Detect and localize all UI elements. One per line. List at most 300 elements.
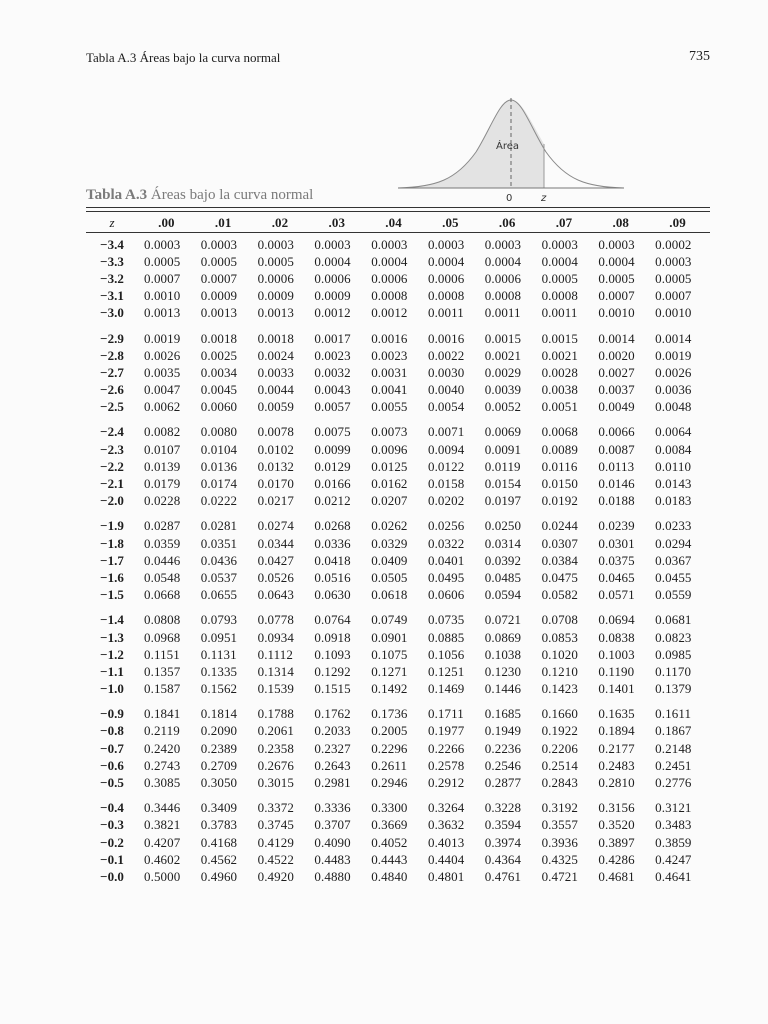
- z-value: −0.0: [100, 868, 124, 884]
- table-cell: 0.0036: [655, 382, 692, 398]
- table-cell: 0.2451: [655, 757, 692, 773]
- table-cell: 0.4090: [314, 834, 351, 850]
- table-cell: 0.0041: [371, 382, 408, 398]
- table-cell: 0.0179: [144, 476, 181, 492]
- table-cell: 0.0119: [484, 458, 521, 474]
- table-cell: 0.0007: [200, 270, 238, 286]
- table-cell: 0.2148: [655, 740, 692, 756]
- table-cell: 0.0018: [200, 330, 238, 346]
- table-cell: 0.0023: [314, 347, 351, 363]
- table-cell: 0.2327: [314, 740, 351, 756]
- table-cell: 0.0033: [257, 364, 294, 380]
- table-cell: 0.0005: [541, 270, 578, 286]
- z-value: −2.1: [100, 476, 124, 492]
- table-cell: 0.0004: [598, 253, 635, 269]
- table-cell: 0.0013: [257, 305, 294, 321]
- table-cell: 0.0007: [655, 288, 692, 304]
- table-cell: 0.0526: [257, 569, 294, 585]
- table-cell: 0.1038: [484, 646, 522, 662]
- table-cell: 0.3669: [371, 817, 408, 833]
- table-row: [86, 518, 710, 535]
- table-cell: 0.0003: [427, 236, 465, 252]
- table-cell: 0.0016: [371, 330, 408, 346]
- table-row: [86, 288, 710, 305]
- table-cell: 0.0045: [200, 382, 238, 398]
- table-cell: 0.1423: [541, 681, 578, 697]
- table-cell: 0.2061: [257, 723, 294, 739]
- page-number: 735: [689, 49, 710, 64]
- column-header: .08: [612, 215, 630, 230]
- table-cell: 0.0043: [314, 382, 351, 398]
- table-cell: 0.1922: [541, 723, 578, 739]
- table-cell: 0.0020: [598, 347, 635, 363]
- table-cell: 0.0069: [484, 424, 522, 440]
- z-value: −1.8: [100, 535, 124, 551]
- table-row: [86, 723, 710, 740]
- z-value: −2.0: [100, 493, 124, 509]
- table-cell: 0.0048: [655, 399, 692, 415]
- table-cell: 0.0062: [144, 399, 181, 415]
- row-group: [86, 800, 710, 886]
- table-cell: 0.0014: [655, 330, 692, 346]
- table-cell: 0.3156: [598, 800, 635, 816]
- table-row: [86, 458, 710, 475]
- table-cell: 0.0051: [541, 399, 578, 415]
- table-cell: 0.2236: [484, 740, 522, 756]
- table-cell: 0.0735: [427, 612, 465, 628]
- table-cell: 0.2877: [484, 775, 522, 791]
- column-header: .09: [669, 215, 686, 230]
- table-cell: 0.1660: [541, 706, 578, 722]
- table-cell: 0.4880: [314, 868, 351, 884]
- table-cell: 0.0838: [598, 629, 635, 645]
- table-cell: 0.0054: [427, 399, 465, 415]
- table-cell: 0.1335: [200, 663, 238, 679]
- table-cell: 0.0359: [144, 535, 181, 551]
- table-cell: 0.2514: [541, 757, 578, 773]
- table-cell: 0.0006: [427, 270, 465, 286]
- z-value: −1.3: [100, 629, 124, 645]
- table-cell: 0.0035: [144, 364, 181, 380]
- z-value: −2.8: [100, 347, 124, 363]
- table-cell: 0.0023: [371, 347, 408, 363]
- z-value: −1.0: [100, 681, 124, 697]
- table-cell: 0.0021: [541, 347, 578, 363]
- table-cell: 0.0026: [655, 364, 692, 380]
- table-cell: 0.2177: [598, 740, 635, 756]
- table-cell: 0.0059: [257, 399, 294, 415]
- table-cell: 0.1894: [598, 723, 635, 739]
- table-cell: 0.0003: [144, 236, 181, 252]
- table-cell: 0.3446: [144, 800, 181, 816]
- table-cell: 0.4721: [541, 868, 578, 884]
- table-cell: 0.1379: [655, 681, 692, 697]
- table-cell: 0.0256: [427, 518, 465, 534]
- table-cell: 0.0003: [655, 253, 692, 269]
- table-cell: 0.4681: [598, 868, 635, 884]
- table-cell: 0.0113: [598, 458, 635, 474]
- column-header: .05: [442, 215, 459, 230]
- z-value: −0.8: [100, 723, 124, 739]
- table-cell: 0.4920: [257, 868, 294, 884]
- table-cell: 0.0003: [314, 236, 351, 252]
- z-value: −2.6: [100, 382, 124, 398]
- table-cell: 0.0170: [257, 476, 294, 492]
- table-cell: 0.0409: [371, 552, 408, 568]
- row-group: [86, 236, 710, 322]
- z-value: −1.9: [100, 518, 124, 534]
- row-group: [86, 330, 710, 416]
- z-value: −1.6: [100, 569, 124, 585]
- z-value: −1.5: [100, 587, 124, 603]
- z-value: −0.3: [100, 817, 124, 833]
- table-cell: 0.1562: [200, 681, 238, 697]
- table-cell: 0.0104: [200, 441, 238, 457]
- table-cell: 0.1711: [427, 706, 464, 722]
- table-row: [86, 535, 710, 552]
- table-row: [86, 817, 710, 834]
- table-row: [86, 236, 710, 253]
- table-cell: 0.0901: [371, 629, 408, 645]
- z-value: −1.7: [100, 552, 124, 568]
- table-cell: 0.4013: [427, 834, 465, 850]
- table-cell: 0.4207: [144, 834, 181, 850]
- table-header-row: [86, 212, 710, 234]
- table-cell: 0.1314: [257, 663, 294, 679]
- table-row: [86, 330, 710, 347]
- table-cell: 0.0031: [371, 364, 408, 380]
- column-header: .06: [498, 215, 516, 230]
- table-cell: 0.0022: [427, 347, 465, 363]
- table-cell: 0.1611: [655, 706, 692, 722]
- table-cell: 0.0013: [144, 305, 181, 321]
- table-cell: 0.0918: [314, 629, 351, 645]
- table-cell: 0.0436: [200, 552, 238, 568]
- table-cell: 0.0094: [427, 441, 465, 457]
- table-cell: 0.0217: [257, 493, 294, 509]
- table-cell: 0.0078: [257, 424, 294, 440]
- table-cell: 0.2119: [144, 723, 180, 739]
- table-cell: 0.3228: [484, 800, 522, 816]
- table-cell: 0.0951: [200, 629, 238, 645]
- table-cell: 0.0154: [484, 476, 522, 492]
- table-body: [86, 236, 710, 886]
- table-cell: 0.2709: [200, 757, 238, 773]
- table-cell: 0.0008: [427, 288, 465, 304]
- table-cell: 0.0823: [655, 629, 692, 645]
- z-value: −3.3: [100, 253, 124, 269]
- table-cell: 0.4364: [484, 851, 522, 867]
- table-cell: 0.0869: [484, 629, 522, 645]
- table-cell: 0.0244: [541, 518, 578, 534]
- table-cell: 0.0012: [371, 305, 408, 321]
- table-cell: 0.2912: [427, 775, 465, 791]
- table-cell: 0.0017: [314, 330, 351, 346]
- table-row: [86, 382, 710, 399]
- table-cell: 0.0039: [484, 382, 522, 398]
- table-cell: 0.0025: [200, 347, 238, 363]
- table-cell: 0.0268: [314, 518, 351, 534]
- table-cell: 0.1587: [144, 681, 181, 697]
- table-row: [86, 270, 710, 287]
- z-value: −0.7: [100, 740, 124, 756]
- table-cell: 0.0202: [427, 493, 465, 509]
- table-cell: 0.0336: [314, 535, 351, 551]
- table-cell: 0.0174: [200, 476, 238, 492]
- table-cell: 0.5000: [144, 868, 181, 884]
- table-cell: 0.0446: [144, 552, 181, 568]
- table-cell: 0.0582: [541, 587, 578, 603]
- table-cell: 0.1401: [598, 681, 635, 697]
- table-cell: 0.0003: [541, 236, 578, 252]
- table-cell: 0.0107: [144, 441, 181, 457]
- table-cell: 0.0004: [484, 253, 522, 269]
- table-row: [86, 740, 710, 757]
- table-cell: 0.0019: [144, 330, 181, 346]
- table-row: [86, 706, 710, 723]
- table-cell: 0.0032: [314, 364, 351, 380]
- table-cell: 0.0030: [427, 364, 465, 380]
- row-group: [86, 424, 710, 510]
- table-cell: 0.1539: [257, 681, 294, 697]
- table-cell: 0.1685: [484, 706, 522, 722]
- table-cell: 0.0594: [484, 587, 522, 603]
- table-cell: 0.0005: [257, 253, 294, 269]
- table-cell: 0.0003: [371, 236, 408, 252]
- table-cell: 0.0060: [200, 399, 238, 415]
- table-cell: 0.0027: [598, 364, 635, 380]
- table-cell: 0.0329: [371, 535, 408, 551]
- table-cell: 0.0028: [541, 364, 578, 380]
- table-cell: 0.0087: [598, 441, 635, 457]
- table-cell: 0.0026: [144, 347, 181, 363]
- z-column-header: z: [109, 215, 115, 230]
- table-cell: 0.2611: [371, 757, 408, 773]
- normal-table: [86, 212, 710, 886]
- table-cell: 0.2546: [484, 757, 522, 773]
- table-cell: 0.4562: [200, 851, 238, 867]
- row-group: [86, 612, 710, 698]
- table-cell: 0.1736: [371, 706, 408, 722]
- table-cell: 0.0721: [484, 612, 522, 628]
- table-cell: 0.0985: [655, 646, 692, 662]
- table-title-number: Tabla A.3: [86, 187, 148, 203]
- table-cell: 0.3121: [655, 800, 692, 816]
- table-cell: 0.1131: [200, 646, 237, 662]
- table-cell: 0.0495: [427, 569, 465, 585]
- table-cell: 0.3085: [144, 775, 181, 791]
- table-cell: 0.0003: [257, 236, 294, 252]
- table-row: [86, 774, 710, 791]
- running-header: [86, 50, 710, 70]
- table-cell: 0.3050: [200, 775, 238, 791]
- table-cell: 0.0351: [200, 535, 238, 551]
- table-row: [86, 441, 710, 458]
- table-cell: 0.3632: [427, 817, 465, 833]
- table-cell: 0.1003: [598, 646, 635, 662]
- table-cell: 0.0066: [598, 424, 635, 440]
- table-cell: 0.0003: [484, 236, 522, 252]
- table-cell: 0.0084: [655, 441, 692, 457]
- table-cell: 0.0009: [200, 288, 238, 304]
- table-cell: 0.0096: [371, 441, 408, 457]
- table-cell: 0.0082: [144, 424, 181, 440]
- table-cell: 0.2005: [371, 723, 408, 739]
- z-value: −0.2: [100, 834, 124, 850]
- table-cell: 0.0344: [257, 535, 294, 551]
- table-cell: 0.0606: [427, 587, 465, 603]
- table-row: [86, 851, 710, 868]
- table-cell: 0.1190: [598, 663, 635, 679]
- table-cell: 0.1867: [655, 723, 692, 739]
- table-cell: 0.0808: [144, 612, 181, 628]
- table-cell: 0.1056: [427, 646, 465, 662]
- table-row: [86, 800, 710, 817]
- row-group: [86, 518, 710, 604]
- table-cell: 0.0080: [200, 424, 238, 440]
- table-cell: 0.0011: [541, 305, 578, 321]
- table-cell: 0.3015: [257, 775, 294, 791]
- column-header: .00: [158, 215, 175, 230]
- z-value: −1.4: [100, 612, 124, 628]
- table-cell: 0.0281: [200, 518, 238, 534]
- table-cell: 0.0793: [200, 612, 238, 628]
- table-cell: 0.0505: [371, 569, 408, 585]
- table-cell: 0.0008: [541, 288, 578, 304]
- table-cell: 0.3936: [541, 834, 578, 850]
- table-cell: 0.0192: [541, 493, 578, 509]
- z-value: −1.1: [100, 663, 124, 679]
- table-row: [86, 757, 710, 774]
- table-cell: 0.0146: [598, 476, 635, 492]
- table-cell: 0.2206: [541, 740, 578, 756]
- table-cell: 0.2420: [144, 740, 181, 756]
- table-cell: 0.0475: [541, 569, 578, 585]
- table-cell: 0.2483: [598, 757, 635, 773]
- table-cell: 0.0013: [200, 305, 238, 321]
- table-cell: 0.0073: [371, 424, 408, 440]
- row-group: [86, 706, 710, 792]
- table-cell: 0.0012: [314, 305, 351, 321]
- table-cell: 0.2090: [200, 723, 238, 739]
- table-cell: 0.0618: [371, 587, 408, 603]
- table-cell: 0.2033: [314, 723, 351, 739]
- table-cell: 0.0250: [484, 518, 522, 534]
- table-cell: 0.0015: [484, 330, 522, 346]
- table-row: [86, 612, 710, 629]
- running-title: Tabla A.3 Áreas bajo la curva normal: [86, 50, 281, 65]
- table-row: [86, 663, 710, 680]
- table-cell: 0.2776: [655, 775, 692, 791]
- table-cell: 0.3897: [598, 834, 635, 850]
- table-cell: 0.0143: [655, 476, 692, 492]
- table-cell: 0.0004: [314, 253, 351, 269]
- table-cell: 0.0014: [598, 330, 635, 346]
- table-cell: 0.0571: [598, 587, 635, 603]
- table-top-rule: [86, 207, 710, 208]
- table-cell: 0.0681: [655, 612, 692, 628]
- table-cell: 0.0122: [427, 458, 465, 474]
- table-cell: 0.0102: [257, 441, 294, 457]
- column-header: .04: [385, 215, 402, 230]
- table-row: [86, 552, 710, 569]
- table-cell: 0.0003: [200, 236, 238, 252]
- table-cell: 0.0239: [598, 518, 635, 534]
- table-cell: 0.4801: [427, 868, 465, 884]
- table-cell: 0.0322: [427, 535, 465, 551]
- table-cell: 0.1093: [314, 646, 351, 662]
- table-cell: 0.3707: [314, 817, 351, 833]
- table-row: [86, 253, 710, 270]
- table-cell: 0.0005: [144, 253, 181, 269]
- table-cell: 0.0021: [484, 347, 522, 363]
- table-cell: 0.1271: [371, 663, 408, 679]
- table-cell: 0.0934: [257, 629, 294, 645]
- table-row: [86, 569, 710, 586]
- table-cell: 0.4404: [427, 851, 465, 867]
- table-cell: 0.0708: [541, 612, 578, 628]
- table-cell: 0.0004: [427, 253, 465, 269]
- table-cell: 0.0089: [541, 441, 578, 457]
- table-cell: 0.0485: [484, 569, 522, 585]
- table-cell: 0.4483: [314, 851, 351, 867]
- table-cell: 0.0005: [200, 253, 238, 269]
- table-cell: 0.0537: [200, 569, 238, 585]
- table-cell: 0.0228: [144, 493, 181, 509]
- table-cell: 0.0044: [257, 382, 294, 398]
- table-cell: 0.0037: [598, 382, 635, 398]
- table-cell: 0.0110: [655, 458, 692, 474]
- table-cell: 0.0006: [484, 270, 522, 286]
- table-cell: 0.2946: [371, 775, 408, 791]
- table-cell: 0.3783: [200, 817, 238, 833]
- table-cell: 0.1814: [200, 706, 238, 722]
- table-cell: 0.0559: [655, 587, 692, 603]
- table-cell: 0.3192: [541, 800, 578, 816]
- table-cell: 0.2578: [427, 757, 465, 773]
- table-cell: 0.4522: [257, 851, 294, 867]
- table-cell: 0.1635: [598, 706, 635, 722]
- table-cell: 0.0116: [541, 458, 578, 474]
- z-value: −0.6: [100, 757, 124, 773]
- z-value: −3.0: [100, 305, 124, 321]
- table-row: [86, 305, 710, 322]
- table-cell: 0.3594: [484, 817, 522, 833]
- table-cell: 0.0401: [427, 552, 465, 568]
- table-cell: 0.4129: [257, 834, 294, 850]
- z-value: −2.3: [100, 441, 124, 457]
- table-row: [86, 646, 710, 663]
- table-cell: 0.0287: [144, 518, 181, 534]
- table-cell: 0.0384: [541, 552, 578, 568]
- table-cell: 0.4325: [541, 851, 578, 867]
- table-cell: 0.0099: [314, 441, 351, 457]
- table-cell: 0.3557: [541, 817, 578, 833]
- table-cell: 0.2743: [144, 757, 181, 773]
- table-cell: 0.0005: [655, 270, 692, 286]
- table-cell: 0.0008: [484, 288, 522, 304]
- table-cell: 0.0006: [257, 270, 294, 286]
- table-cell: 0.4960: [200, 868, 238, 884]
- table-cell: 0.0188: [598, 493, 635, 509]
- table-cell: 0.0630: [314, 587, 351, 603]
- table-cell: 0.0007: [598, 288, 635, 304]
- table-cell: 0.0071: [427, 424, 465, 440]
- table-cell: 0.0968: [144, 629, 181, 645]
- table-cell: 0.3745: [257, 817, 294, 833]
- table-cell: 0.1841: [144, 706, 181, 722]
- table-cell: 0.3372: [257, 800, 294, 816]
